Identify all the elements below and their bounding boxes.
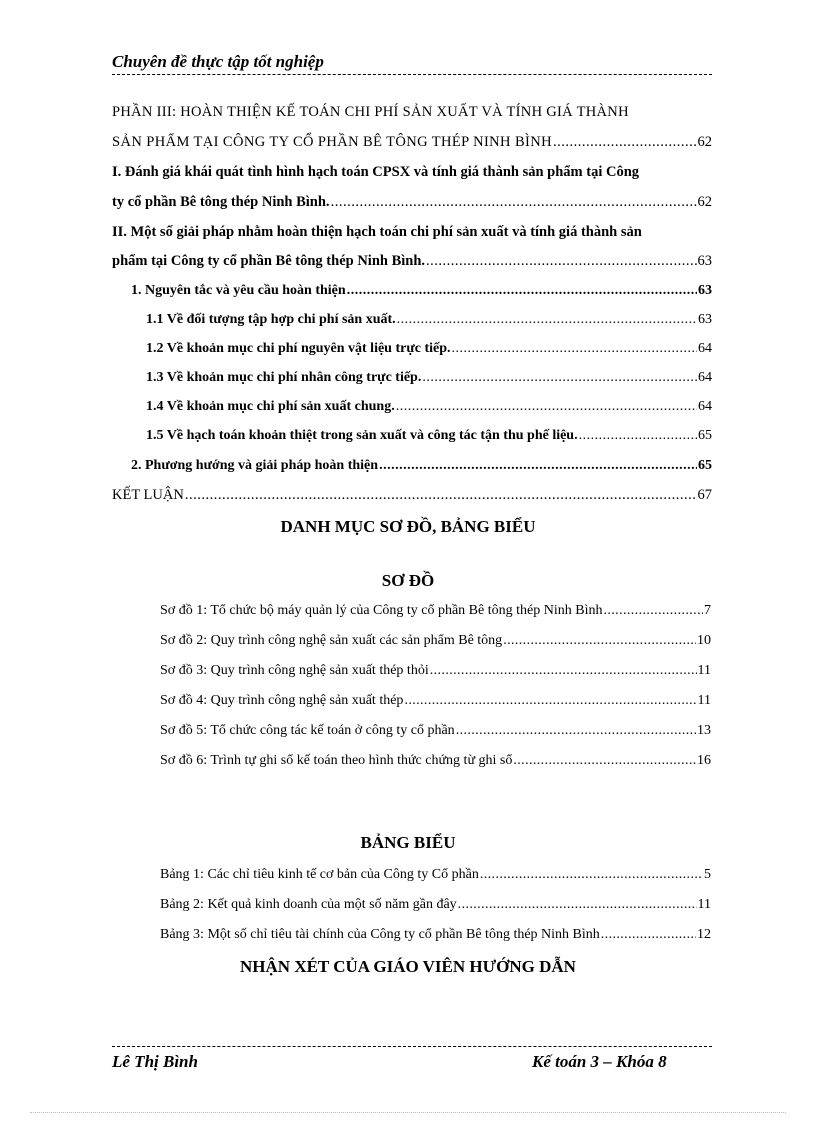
table-label: Bảng 1: Các chỉ tiêu kinh tế cơ bản của Công ty Cổ phần: [160, 867, 479, 882]
leader-dots: [422, 370, 697, 386]
toc-item-1-5[interactable]: [146, 428, 712, 444]
page-number: 11: [697, 693, 711, 708]
leader-dots: [430, 663, 697, 679]
page-number: 10: [697, 633, 711, 648]
page-number: 62: [697, 134, 712, 150]
toc-item-1-2[interactable]: [146, 341, 712, 357]
leader-dots: [513, 753, 696, 769]
footer-class: Kế toán 3 – Khóa 8: [532, 1052, 667, 1071]
leader-dots: [426, 253, 696, 270]
leader-dots: [397, 312, 697, 328]
page-number: 62: [697, 194, 712, 210]
toc-item-2[interactable]: [131, 458, 712, 474]
diagram-label: Sơ đồ 4: Quy trình công nghệ sản xuất thép: [160, 693, 404, 708]
leader-dots: [480, 867, 703, 883]
toc-conclusion[interactable]: [112, 487, 712, 504]
table-label: Bảng 2: Kết quả kinh doanh của một số năm gần đây: [160, 897, 457, 912]
review-heading: NHẬN XÉT CỦA GIÁO VIÊN HƯỚNG DẪN: [240, 957, 576, 976]
leader-dots: [185, 487, 697, 504]
toc-item-label: 1.4 Về khoản mục chi phí sản xuất chung.: [146, 399, 395, 414]
diagram-item[interactable]: [160, 723, 711, 739]
leader-dots: [458, 897, 697, 913]
toc-sec1[interactable]: [112, 194, 712, 211]
page-number: 13: [697, 723, 711, 738]
toc-item-1-1[interactable]: [146, 312, 712, 328]
diagram-item[interactable]: [160, 633, 711, 649]
toc-part3[interactable]: [112, 134, 712, 151]
page-number: 63: [698, 283, 712, 298]
header-divider: [112, 74, 712, 75]
leader-dots: [404, 693, 696, 709]
toc-sec1-line2: ty cổ phần Bê tông thép Ninh Bình.: [112, 194, 330, 210]
page-number: 63: [697, 253, 712, 269]
page-number: 64: [698, 399, 712, 414]
page-number: 11: [697, 897, 711, 912]
header-title: Chuyên đề thực tập tốt nghiệp: [112, 52, 324, 71]
toc-item-label: 1.5 Về hạch toán khoản thiệt trong sản xuất và công tác tận thu phế liệu.: [146, 428, 578, 443]
diagram-item[interactable]: [160, 663, 711, 679]
page-number: 67: [697, 487, 712, 503]
table-item[interactable]: [160, 927, 711, 943]
page-number: 65: [698, 428, 712, 443]
toc-item-label: 1.1 Về đối tượng tập hợp chi phí sản xuất.: [146, 312, 396, 327]
toc-item-1-4[interactable]: [146, 399, 712, 415]
toc-item-label: 1.2 Về khoản mục chi phí nguyên vật liệu trực tiếp.: [146, 341, 451, 356]
page-number: 64: [698, 370, 712, 385]
leader-dots: [396, 399, 697, 415]
table-item[interactable]: [160, 897, 711, 913]
toc-sec2-line2: phẩm tại Công ty cổ phần Bê tông thép Ninh Bình.: [112, 253, 426, 269]
toc-item-1-3[interactable]: [146, 370, 712, 386]
toc-conclusion-label: KẾT LUẬN: [112, 487, 184, 503]
diagram-item[interactable]: [160, 753, 711, 769]
leader-dots: [503, 633, 696, 649]
leader-dots: [579, 428, 697, 444]
leader-dots: [601, 927, 696, 943]
list-title: DANH MỤC SƠ ĐỒ, BẢNG BIỂU: [280, 517, 536, 536]
toc-part3-line1: PHẦN III: HOÀN THIỆN KẾ TOÁN CHI PHÍ SẢN XUẤT VÀ TÍNH GIÁ THÀNH: [112, 104, 629, 120]
table-label: Bảng 3: Một số chỉ tiêu tài chính của Công ty cổ phần Bê tông thép Ninh Bình: [160, 927, 600, 942]
toc-sec1-line1: I. Đánh giá khái quát tình hình hạch toán CPSX và tính giá thành sản phẩm tại Công: [112, 164, 640, 180]
page-number: 65: [698, 458, 712, 473]
footer-divider: [112, 1046, 712, 1047]
diagram-label: Sơ đồ 5: Tổ chức công tác kế toán ở công ty cổ phần: [160, 723, 455, 738]
toc-sec2-line1: II. Một số giải pháp nhằm hoàn thiện hạch toán chi phí sản xuất và tính giá thành sản: [112, 224, 642, 240]
page-number: 16: [697, 753, 711, 768]
diagram-item[interactable]: [160, 603, 711, 619]
page-number: 5: [704, 867, 711, 882]
toc-item-1[interactable]: [131, 283, 712, 299]
toc-sec2[interactable]: [112, 253, 712, 270]
diagram-label: Sơ đồ 6: Trình tự ghi sổ kế toán theo hình thức chứng từ ghi sổ: [160, 753, 513, 768]
diagrams-heading: SƠ ĐỒ: [381, 571, 435, 590]
leader-dots: [452, 341, 698, 357]
diagram-label: Sơ đồ 2: Quy trình công nghệ sản xuất các sản phẩm Bê tông: [160, 633, 503, 648]
leader-dots: [603, 603, 703, 619]
toc-item-label: 1. Nguyên tắc và yêu cầu hoàn thiện: [131, 283, 346, 298]
toc-item-label: 1.3 Về khoản mục chi phí nhân công trực tiếp.: [146, 370, 422, 385]
page-number: 63: [698, 312, 712, 327]
page-edge: [30, 1112, 786, 1113]
tables-heading: BẢNG BIỂU: [360, 833, 456, 852]
toc-item-label: 2. Phương hướng và giải pháp hoàn thiện: [131, 458, 379, 473]
leader-dots: [456, 723, 696, 739]
page-number: 7: [704, 603, 711, 618]
diagram-item[interactable]: [160, 693, 711, 709]
leader-dots: [553, 134, 697, 151]
table-item[interactable]: [160, 867, 711, 883]
page-number: 12: [697, 927, 711, 942]
leader-dots: [379, 458, 697, 474]
diagram-label: Sơ đồ 3: Quy trình công nghệ sản xuất thép thỏi: [160, 663, 429, 678]
leader-dots: [347, 283, 697, 299]
page-number: 64: [698, 341, 712, 356]
toc-part3-line2: SẢN PHẨM TẠI CÔNG TY CỔ PHẦN BÊ TÔNG THÉP NINH BÌNH: [112, 134, 552, 150]
diagram-label: Sơ đồ 1: Tổ chức bộ máy quản lý của Công ty cổ phần Bê tông thép Ninh Bình: [160, 603, 603, 618]
page-number: 11: [697, 663, 711, 678]
footer-author: Lê Thị Bình: [112, 1052, 198, 1071]
leader-dots: [331, 194, 697, 211]
